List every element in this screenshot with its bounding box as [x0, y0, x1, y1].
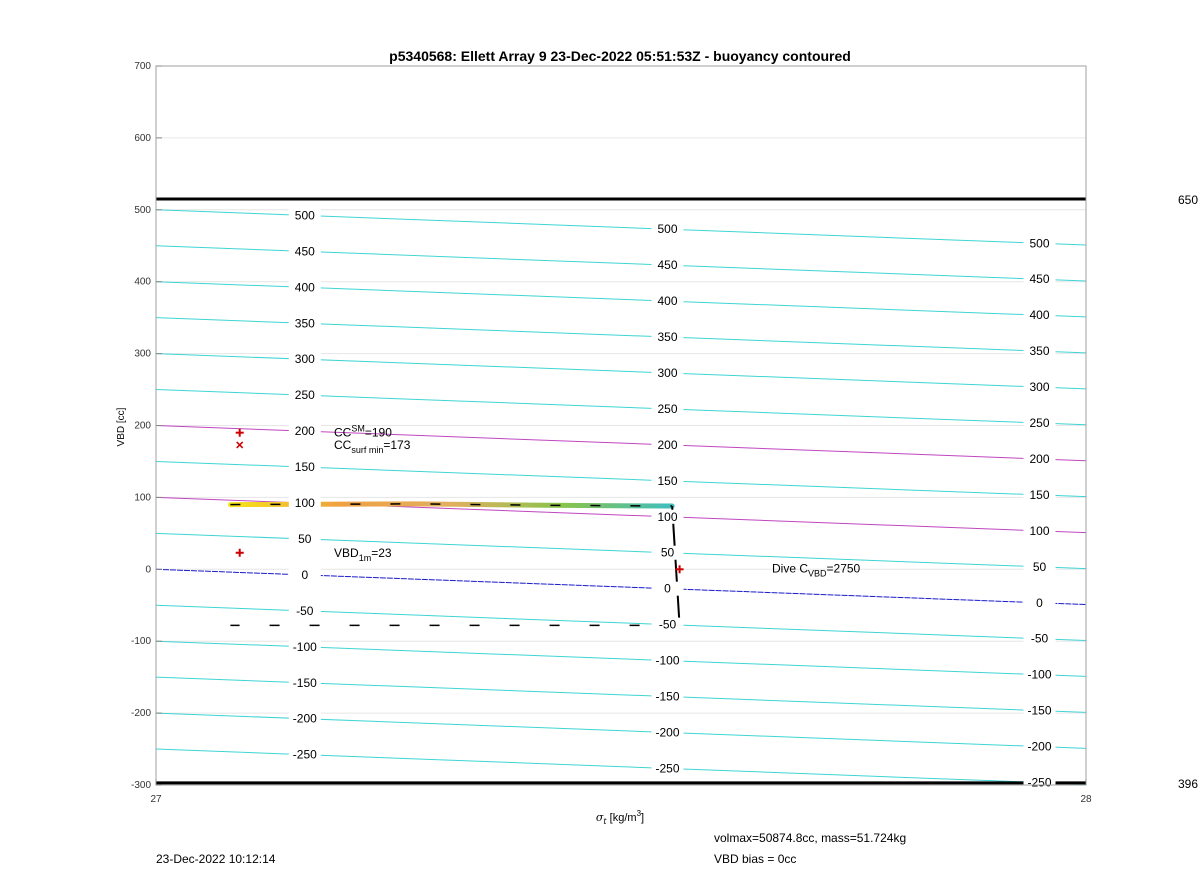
- contour-label-col1-1: -250: [292, 747, 317, 762]
- y-tick-label-8: -100: [130, 636, 151, 648]
- y-tick-label-10: -300: [130, 780, 151, 791]
- y-tick-label-5: 200: [134, 420, 151, 432]
- contour-label-col2-11: 300: [657, 365, 678, 380]
- annotation-value-2: =23: [371, 545, 392, 560]
- contour-label-col3-7: 100: [1029, 523, 1050, 538]
- annotations: [236, 424, 861, 579]
- contour-label-col2-5: 0: [664, 581, 671, 596]
- contour-label-col1-10: 200: [294, 424, 315, 439]
- x-tick-label-1: 28: [1080, 794, 1092, 805]
- contour-label-col3-13: 400: [1029, 308, 1050, 323]
- annotation-label-1: [334, 438, 411, 455]
- contour-label-col3-15: 500: [1029, 236, 1050, 251]
- annotation-base-0: CC: [334, 425, 352, 440]
- contour-label-col2-10: 250: [657, 401, 678, 416]
- contour-label-col1-4: -100: [292, 639, 317, 654]
- limit-label-top: 650: [1177, 193, 1198, 208]
- contour-label-col2-1: -200: [655, 725, 680, 740]
- contour-label-col2-8: 150: [657, 473, 678, 488]
- contour-label-col2-2: -150: [655, 689, 680, 704]
- annotation-base-2: VBD: [334, 545, 359, 560]
- footer-timestamp: 23-Dec-2022 10:12:14: [156, 852, 276, 866]
- contour-label-col1-16: 500: [294, 208, 315, 223]
- contour-label-col1-3: -150: [292, 675, 317, 690]
- contour-label-col1-7: 50: [298, 531, 312, 546]
- annotation-label-2: [334, 546, 392, 563]
- annotation-base-1: CC: [334, 437, 352, 452]
- apogee-trace: [672, 506, 679, 625]
- x-tick-label-0: 27: [150, 794, 162, 805]
- contour-label-col2-14: 450: [657, 258, 678, 273]
- contour-label-col2-9: 200: [657, 437, 678, 452]
- contour-label-col1-15: 450: [294, 244, 315, 259]
- annotation-base-3: Dive C: [772, 561, 809, 576]
- contour-label-col2-4: -50: [658, 617, 677, 632]
- annotation-value-0: =190: [364, 425, 392, 440]
- annotation-sub-2: 1m: [358, 552, 372, 563]
- limit-label-bottom: 396: [1177, 776, 1198, 791]
- y-tick-label-2: 500: [134, 204, 151, 216]
- y-tick-label-6: 100: [134, 492, 151, 504]
- y-tick-label-9: -200: [130, 708, 151, 720]
- contour-label-col3-0: -250: [1027, 775, 1052, 790]
- y-tick-label-1: 600: [134, 132, 151, 144]
- contour-label-col3-4: -50: [1030, 631, 1049, 646]
- x-axis-label: $\sigma_t$ $[kg/m^3]$: [595, 809, 645, 826]
- contour-label-col2-3: -100: [655, 653, 680, 668]
- contour-label-col2-6: 50: [660, 545, 675, 560]
- annotation-label-3: [772, 561, 861, 578]
- y-axis-label: VBD [cc]: [116, 407, 127, 447]
- y-tick-label-7: 0: [145, 564, 151, 576]
- footer-volmax: volmax=50874.8cc, mass=51.724kg: [714, 831, 907, 845]
- contour-label-col3-8: 150: [1029, 487, 1050, 502]
- annotation-sub-3: VBD: [808, 568, 827, 579]
- contour-label-col3-5: 0: [1036, 595, 1043, 610]
- annotation-sub-1: surf min: [351, 444, 384, 455]
- contour-label-col2-15: 500: [657, 222, 678, 237]
- footer-vbd-bias: VBD bias = 0cc: [714, 852, 797, 866]
- annotation-value-3: =2750: [826, 561, 861, 576]
- contour-label-col3-14: 450: [1029, 272, 1050, 287]
- contour-label-col3-3: -100: [1027, 667, 1052, 682]
- contour-label-col2-12: 350: [657, 330, 678, 345]
- contour-label-col3-11: 300: [1029, 380, 1050, 395]
- contour-label-col3-12: 350: [1029, 344, 1050, 359]
- contour-lines: [156, 210, 1086, 820]
- contour-label-col3-6: 50: [1032, 559, 1047, 574]
- contour-label-col3-2: -150: [1027, 703, 1052, 718]
- annotation-sup-0: SM: [351, 423, 365, 434]
- chart-title: p5340568: Ellett Array 9 23-Dec-2022 05:51:53Z - buoyancy contoured: [389, 48, 851, 64]
- contour-label-col1-9: 150: [294, 460, 315, 475]
- contour-label-col1-11: 250: [294, 388, 315, 403]
- contour-label-col1-8: 100: [294, 496, 315, 511]
- y-tick-label-0: 700: [134, 61, 151, 72]
- contour-label-col1-12: 300: [294, 352, 315, 367]
- contour-label-col2-7: 100: [657, 509, 678, 524]
- contour-label-col3-1: -200: [1027, 739, 1052, 754]
- y-tick-label-3: 400: [134, 276, 151, 288]
- contour-label-col2-0: -250: [655, 761, 680, 776]
- contour-label-col2-13: 400: [657, 294, 678, 309]
- contour-labels: [289, 208, 1056, 789]
- axes: [131, 61, 1092, 805]
- contour-label-col1-14: 400: [294, 280, 315, 295]
- contour-label-col1-6: 0: [301, 567, 309, 582]
- y-tick-label-4: 300: [134, 348, 151, 360]
- contour-label-col3-10: 250: [1029, 416, 1050, 431]
- contour-label-col1-13: 350: [294, 316, 315, 331]
- contour-label-col1-2: -200: [292, 711, 317, 726]
- contour-label-col3-9: 200: [1029, 451, 1050, 466]
- contour-label-col1-5: -50: [296, 603, 314, 618]
- annotation-value-1: =173: [383, 437, 411, 452]
